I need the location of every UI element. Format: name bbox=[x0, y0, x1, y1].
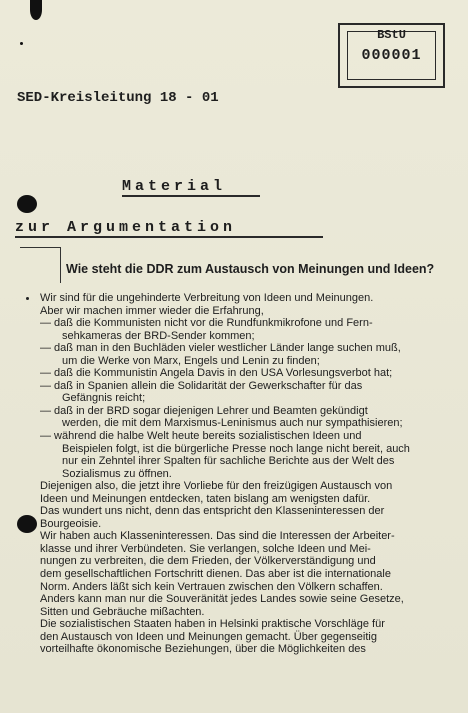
body-line: Sozialismus zu öffnen. bbox=[62, 467, 172, 480]
title-underline-2 bbox=[15, 236, 323, 238]
title-underline-1 bbox=[122, 195, 260, 197]
corner-mark-vertical bbox=[60, 247, 61, 283]
body-line: Ideen und Meinungen entdecken, taten bislang am wenigsten dafür. bbox=[40, 492, 371, 505]
body-line: den Austausch von Ideen und Meinungen gemacht. Über gegenseitig bbox=[40, 630, 377, 643]
body-line: — während die halbe Welt heute bereits sozialistischen Ideen und bbox=[40, 430, 362, 443]
body-line: Sitten und Gebräuche mißachten. bbox=[40, 605, 205, 618]
body-line: Anders kann man nur die Souveränität jedes Landes sowie seine Gesetze, bbox=[40, 593, 404, 606]
body-line: Die sozialistischen Staaten haben in Helsinki praktische Vorschläge für bbox=[40, 618, 385, 631]
body-text bbox=[40, 292, 458, 656]
stamp-label: BStU bbox=[377, 28, 406, 42]
body-line: Wir sind für die ungehinderte Verbreitung von Ideen und Meinungen. bbox=[40, 292, 374, 304]
body-line: — daß man in den Buchläden vieler westlicher Länder lange suchen muß, bbox=[40, 342, 401, 355]
margin-dot bbox=[26, 297, 29, 300]
body-line: — daß die Kommunistin Angela Davis in den USA Vorlesungsverbot hat; bbox=[40, 367, 393, 380]
body-line: dem gesellschaftlichen Fortschritt dienen. Das aber ist die internationale bbox=[40, 568, 391, 581]
body-line: — daß in Spanien allein die Solidarität der Gewerkschafter für das bbox=[40, 379, 363, 392]
body-line: um die Werke von Marx, Engels und Lenin zu finden; bbox=[62, 354, 320, 367]
body-line: Bourgeoisie. bbox=[40, 517, 102, 530]
body-line: — daß die Kommunisten nicht vor die Rundfunkmikrofone und Fern- bbox=[40, 317, 373, 330]
body-line: Aber wir machen immer wieder die Erfahrung, bbox=[40, 304, 264, 317]
body-line: nur ein Zehntel ihrer Spalten für sachliche Berichte aus der Welt des bbox=[62, 455, 395, 468]
body-line: — daß in der BRD sogar diejenigen Lehrer und Beamten gekündigt bbox=[40, 404, 368, 417]
ink-blot-top bbox=[30, 0, 42, 20]
document-header: SED-Kreisleitung 18 - 01 bbox=[17, 90, 219, 106]
archive-stamp bbox=[338, 23, 445, 88]
body-line: Diejenigen also, die jetzt ihre Vorliebe für den freizügigen Austausch von bbox=[40, 480, 393, 493]
body-line: werden, die mit dem Marxismus-Leninismus auch nur sympathisieren; bbox=[62, 417, 403, 430]
body-line: Beispielen folgt, ist die bürgerliche Presse noch lange nicht bereit, auch bbox=[62, 442, 410, 455]
body-line: nungen zu verbreiten, die dem Frieden, der Völkerverständigung und bbox=[40, 555, 376, 568]
title-line-1: Material bbox=[122, 178, 227, 195]
section-question: Wie steht die DDR zum Austausch von Meinungen und Ideen? bbox=[66, 262, 435, 276]
corner-mark-horizontal bbox=[20, 247, 60, 248]
body-line: Gefängnis reicht; bbox=[62, 392, 146, 405]
body-line: vorteilhafte ökonomische Beziehungen, über die Möglichkeiten des bbox=[40, 643, 366, 656]
stamp-number: 000001 bbox=[361, 47, 422, 64]
punch-hole-mark bbox=[17, 195, 37, 213]
body-line: Norm. Anders läßt sich kein Vertrauen zwischen den Völkern schaffen. bbox=[40, 580, 383, 593]
ink-speck bbox=[20, 42, 23, 45]
body-line: sehkameras der BRD-Sender kommen; bbox=[62, 329, 255, 342]
body-line: Wir haben auch Klasseninteressen. Das sind die Interessen der Arbeiter- bbox=[40, 530, 395, 543]
body-line: Das wundert uns nicht, denn das entspricht den Klasseninteressen der bbox=[40, 505, 385, 518]
punch-hole-mark bbox=[17, 515, 37, 533]
title-line-2: zur Argumentation bbox=[15, 219, 237, 236]
body-line: klasse und ihrer Verbündeten. Sie verlangen, solche Ideen und Mei- bbox=[40, 542, 371, 555]
